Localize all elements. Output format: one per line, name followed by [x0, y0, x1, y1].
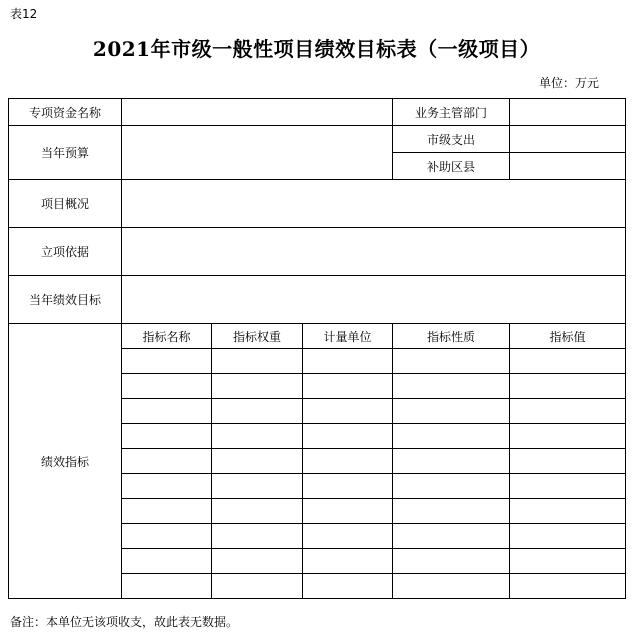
dept-label: 业务主管部门 — [393, 99, 510, 126]
performance-goal-table — [8, 98, 626, 599]
indicator-value-cell — [510, 349, 626, 374]
indicator-value-cell — [510, 524, 626, 549]
indicator-value-cell — [510, 549, 626, 574]
measure-unit-cell — [303, 449, 393, 474]
indicator-weight-cell — [212, 424, 303, 449]
indicator-weight-cell — [212, 399, 303, 424]
measure-unit-cell — [303, 549, 393, 574]
indicator-weight-cell — [212, 449, 303, 474]
indicator-value-cell — [510, 574, 626, 599]
header-measure-unit: 计量单位 — [303, 324, 393, 349]
page-title: 2021年市级一般性项目绩效目标表（一级项目） — [92, 37, 541, 61]
measure-unit-cell — [303, 474, 393, 499]
indicator-name-cell — [122, 424, 212, 449]
indicator-weight-cell — [212, 499, 303, 524]
county-subsidy-value — [510, 153, 626, 180]
indicator-name-cell — [122, 374, 212, 399]
indicator-value-cell — [510, 449, 626, 474]
indicator-name-cell — [122, 449, 212, 474]
indicator-nature-cell — [393, 349, 510, 374]
indicator-nature-cell — [393, 549, 510, 574]
footnote: 备注：本单位无该项收支，故此表无数据。 — [10, 615, 239, 629]
measure-unit-cell — [303, 424, 393, 449]
indicator-nature-cell — [393, 399, 510, 424]
measure-unit-cell — [303, 499, 393, 524]
indicators-label: 绩效指标 — [9, 324, 122, 599]
budget-value — [122, 126, 393, 180]
dept-value — [510, 99, 626, 126]
fund-name-value — [122, 99, 393, 126]
basis-value — [122, 228, 626, 276]
indicator-nature-cell — [393, 524, 510, 549]
indicator-nature-cell — [393, 474, 510, 499]
indicator-name-cell — [122, 574, 212, 599]
fund-name-label: 专项资金名称 — [9, 99, 122, 126]
county-subsidy-label: 补助区县 — [393, 153, 510, 180]
overview-label: 项目概况 — [9, 180, 122, 228]
measure-unit-cell — [303, 374, 393, 399]
unit-label: 单位：万元 — [538, 76, 599, 90]
indicator-nature-cell — [393, 449, 510, 474]
basis-label: 立项依据 — [9, 228, 122, 276]
indicator-nature-cell — [393, 374, 510, 399]
header-indicator-nature: 指标性质 — [393, 324, 510, 349]
indicator-weight-cell — [212, 474, 303, 499]
header-indicator-name: 指标名称 — [122, 324, 212, 349]
table-number: 表12 — [10, 7, 38, 21]
measure-unit-cell — [303, 574, 393, 599]
indicator-nature-cell — [393, 574, 510, 599]
header-indicator-weight: 指标权重 — [212, 324, 303, 349]
indicator-name-cell — [122, 474, 212, 499]
indicator-nature-cell — [393, 424, 510, 449]
measure-unit-cell — [303, 349, 393, 374]
indicator-value-cell — [510, 424, 626, 449]
header-indicator-value: 指标值 — [510, 324, 626, 349]
indicator-nature-cell — [393, 499, 510, 524]
indicator-weight-cell — [212, 574, 303, 599]
measure-unit-cell — [303, 399, 393, 424]
measure-unit-cell — [303, 524, 393, 549]
indicator-weight-cell — [212, 524, 303, 549]
city-spending-value — [510, 126, 626, 153]
indicator-name-cell — [122, 349, 212, 374]
indicator-value-cell — [510, 399, 626, 424]
indicator-name-cell — [122, 399, 212, 424]
indicator-value-cell — [510, 499, 626, 524]
indicator-name-cell — [122, 499, 212, 524]
indicator-weight-cell — [212, 374, 303, 399]
goal-value — [122, 276, 626, 324]
indicator-name-cell — [122, 549, 212, 574]
indicator-name-cell — [122, 524, 212, 549]
city-spending-label: 市级支出 — [393, 126, 510, 153]
goal-label: 当年绩效目标 — [9, 276, 122, 324]
indicator-value-cell — [510, 474, 626, 499]
overview-value — [122, 180, 626, 228]
budget-label: 当年预算 — [9, 126, 122, 180]
indicator-weight-cell — [212, 349, 303, 374]
indicator-value-cell — [510, 374, 626, 399]
indicator-weight-cell — [212, 549, 303, 574]
